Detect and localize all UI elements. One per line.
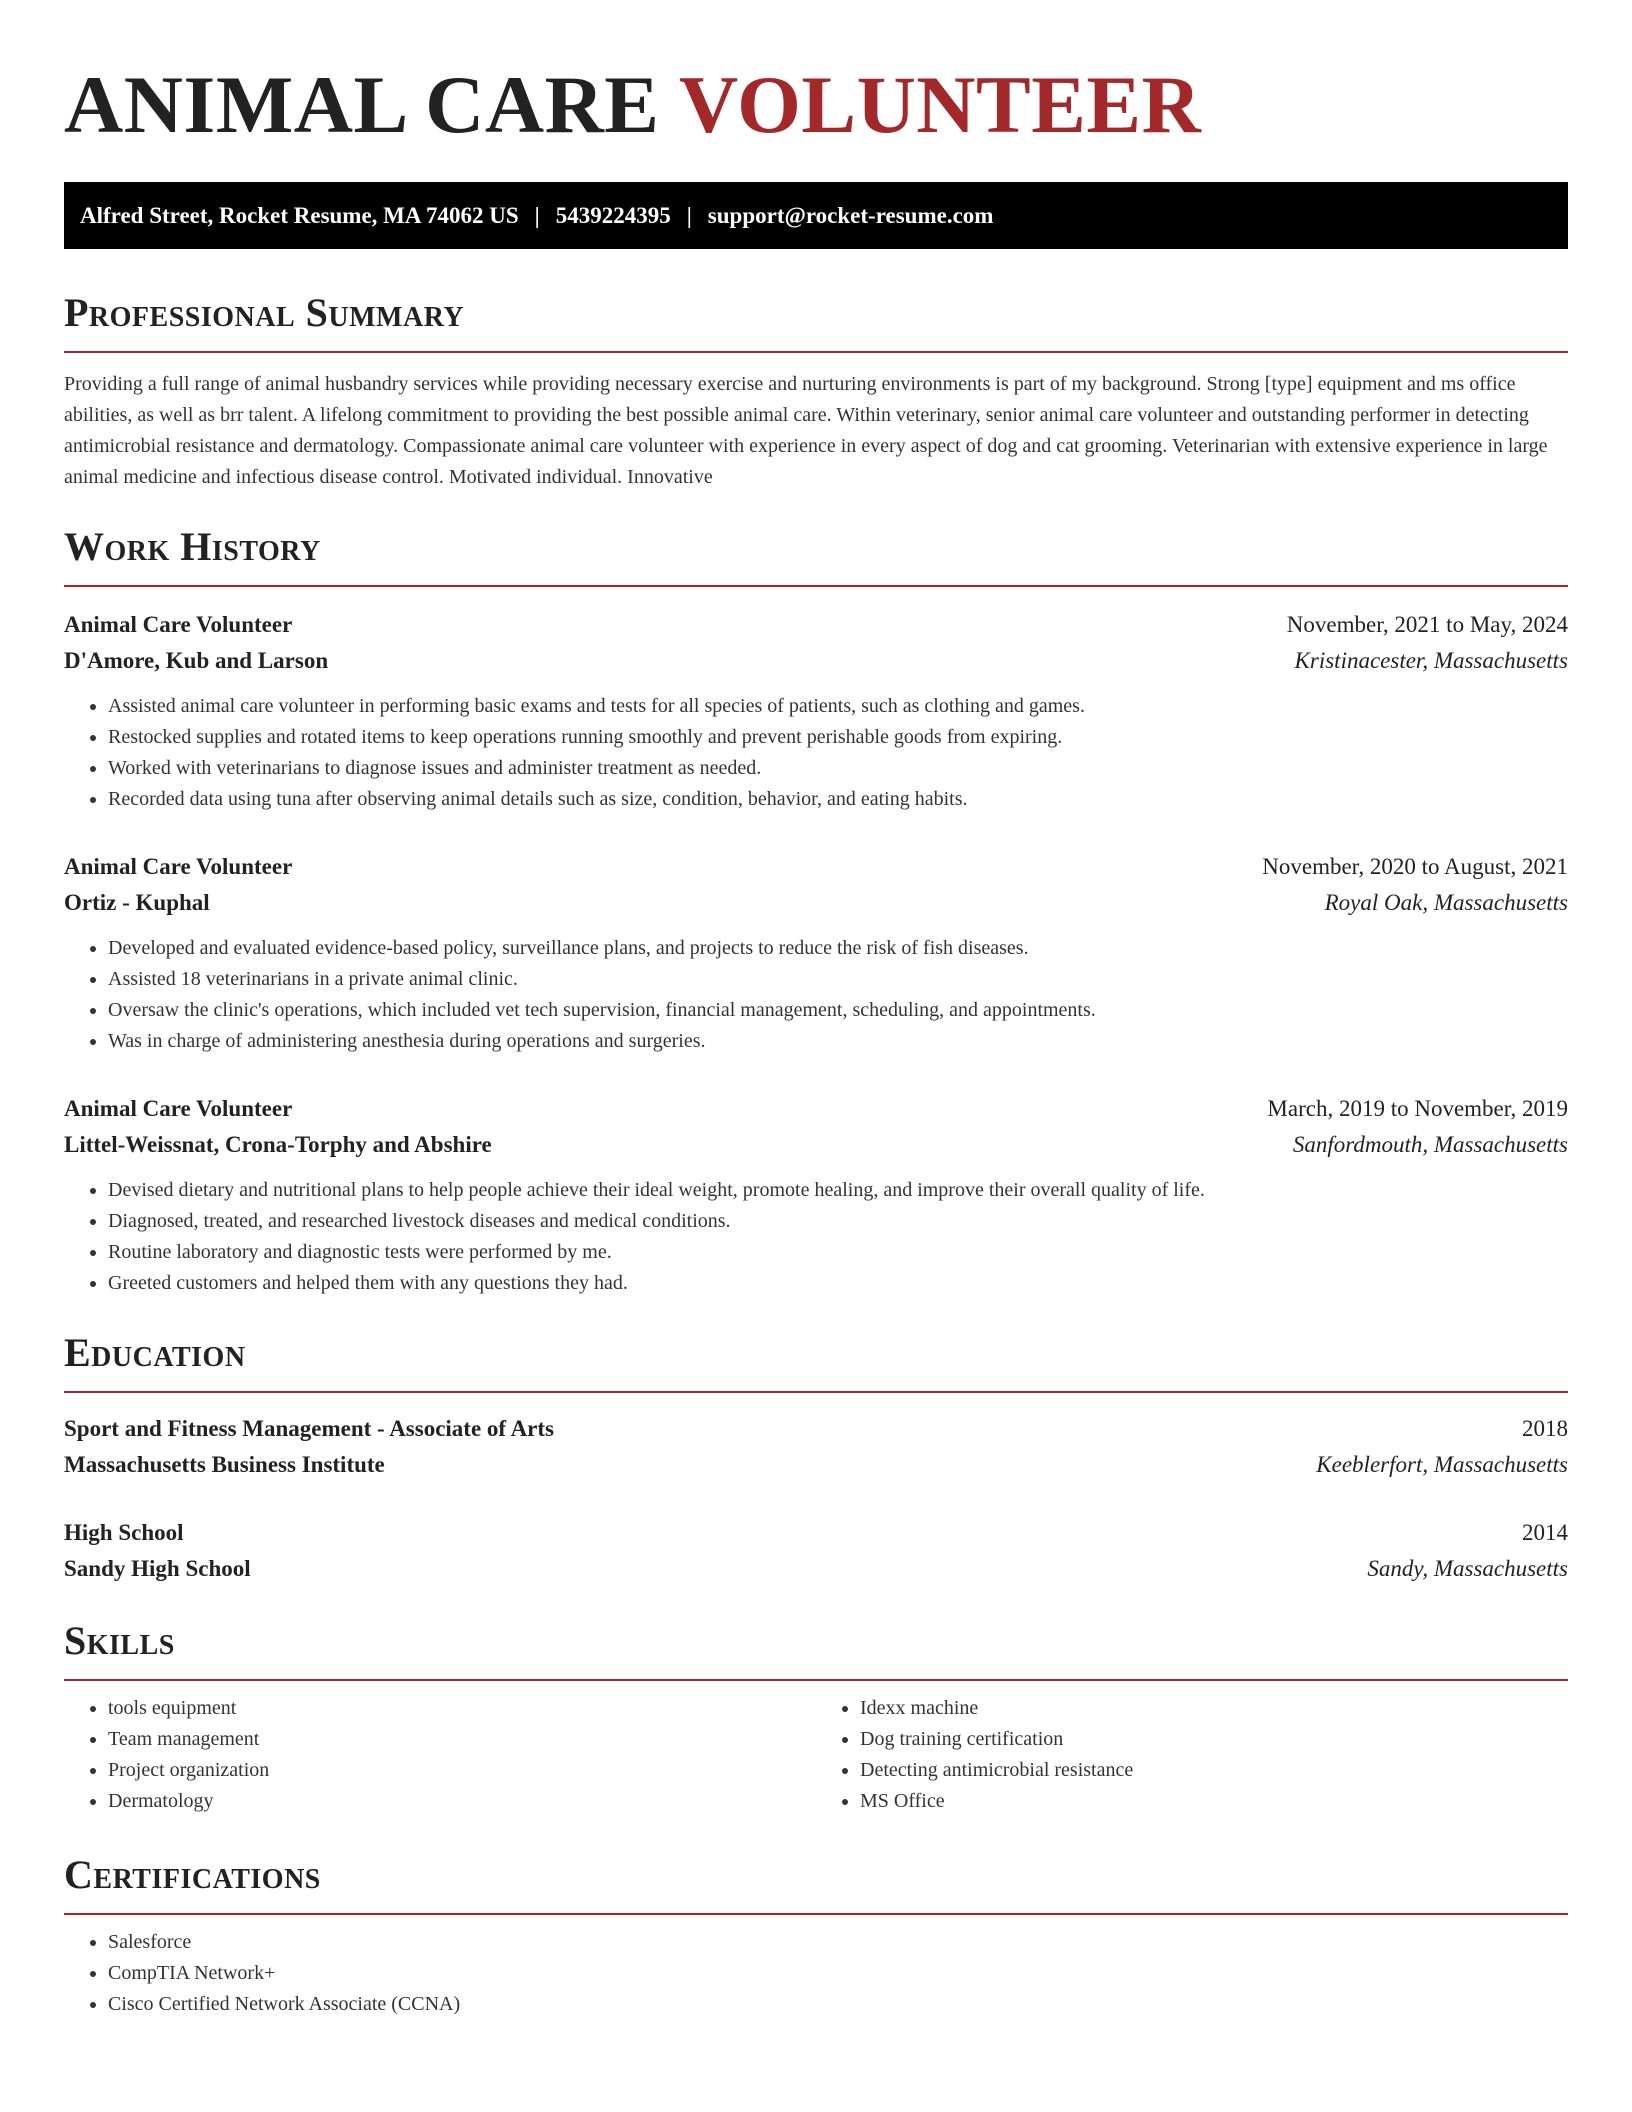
- skills-right-list: [816, 1693, 1568, 1817]
- name-main: ANIMAL CARE: [64, 59, 660, 150]
- section-title: Certifications: [64, 1852, 321, 1897]
- skill-item: • MS Office: [860, 1786, 1568, 1817]
- job-dates: November, 2020 to August, 2021: [1262, 854, 1568, 879]
- job-bullets: [64, 933, 1568, 1057]
- section-title: Work History: [64, 524, 321, 569]
- job-entry: [64, 607, 1568, 815]
- job-bullet: • Worked with veterinarians to diagnose issues and administer treatment as needed.: [108, 753, 1568, 784]
- skill-item: • Dermatology: [108, 1786, 816, 1817]
- job-role: Animal Care Volunteer: [64, 612, 293, 637]
- job-role: Animal Care Volunteer: [64, 854, 293, 879]
- job-bullets: [64, 691, 1568, 815]
- certifications-list: [64, 1927, 1568, 2020]
- work-history-section: [64, 524, 1568, 1299]
- section-divider: [64, 585, 1568, 587]
- contact-bar: [64, 182, 1568, 249]
- resume-name: [64, 59, 1568, 150]
- summary-text: Providing a full range of animal husbandry services while providing necessary exercise and nurturing environments is part of my background. Strong [type] equipment and ms office abilities, as well as brr talent. A lifelong commitment to providing the best possible animal care. Within veterinary, senior animal care volunteer and outstanding performer in detecting antimicrobial resistance and dermatology. Compassionate animal care volunteer with experience in every aspect of dog and cat grooming. Veterinarian with extensive experience in large animal medicine and infectious disease control. Motivated individual. Innovative: [64, 373, 1548, 488]
- section-divider: [64, 1391, 1568, 1393]
- contact-separator: |: [534, 202, 540, 228]
- job-entry: [64, 849, 1568, 1057]
- certification-item: • Cisco Certified Network Associate (CCNA): [108, 1989, 1568, 2020]
- job-bullet: • Oversaw the clinic's operations, which included vet tech supervision, financial management, scheduling, and appointments.: [108, 995, 1568, 1026]
- job-bullet: • Developed and evaluated evidence-based policy, surveillance plans, and projects to reduce the risk of fish diseases.: [108, 933, 1568, 964]
- section-title: Skills: [64, 1618, 175, 1663]
- contact-email: support@rocket-resume.com: [707, 202, 994, 228]
- education-entry: [64, 1515, 1568, 1587]
- job-bullet: • Assisted 18 veterinarians in a private animal clinic.: [108, 964, 1568, 995]
- job-bullets: [64, 1175, 1568, 1299]
- summary-section: [64, 290, 1568, 493]
- skill-item: • Team management: [108, 1724, 816, 1755]
- job-bullet: • Diagnosed, treated, and researched livestock diseases and medical conditions.: [108, 1206, 1568, 1237]
- job-bullet: • Restocked supplies and rotated items to keep operations running smoothly and prevent perishable goods from expiring.: [108, 722, 1568, 753]
- name-accent: VOLUNTEER: [679, 59, 1202, 150]
- skill-item: • Detecting antimicrobial resistance: [860, 1755, 1568, 1786]
- skill-item: • tools equipment: [108, 1693, 816, 1724]
- skill-item: • Idexx machine: [860, 1693, 1568, 1724]
- section-divider: [64, 351, 1568, 353]
- job-company: Littel-Weissnat, Crona-Torphy and Abshire: [64, 1132, 492, 1157]
- education-degree: Sport and Fitness Management - Associate of Arts: [64, 1416, 554, 1441]
- job-bullet: • Greeted customers and helped them with any questions they had.: [108, 1268, 1568, 1299]
- skill-item: • Project organization: [108, 1755, 816, 1786]
- education-year: 2014: [1522, 1520, 1568, 1545]
- certification-item: • CompTIA Network+: [108, 1958, 1568, 1989]
- education-school: Sandy High School: [64, 1556, 251, 1581]
- job-bullet: • Routine laboratory and diagnostic tests were performed by me.: [108, 1237, 1568, 1268]
- education-location: Sandy, Massachusetts: [1367, 1556, 1568, 1581]
- skills-left-list: [64, 1693, 816, 1817]
- job-bullet: • Assisted animal care volunteer in performing basic exams and tests for all species of patients, such as clothing and games.: [108, 691, 1568, 722]
- job-company: Ortiz - Kuphal: [64, 890, 210, 915]
- section-title: Education: [64, 1330, 246, 1375]
- skill-item: • Dog training certification: [860, 1724, 1568, 1755]
- job-company: D'Amore, Kub and Larson: [64, 648, 329, 673]
- job-bullet: • Devised dietary and nutritional plans to help people achieve their ideal weight, promote healing, and improve their overall quality of life.: [108, 1175, 1568, 1206]
- section-divider: [64, 1679, 1568, 1681]
- education-degree: High School: [64, 1520, 184, 1545]
- job-bullet: • Recorded data using tuna after observing animal details such as size, condition, behavior, and eating habits.: [108, 784, 1568, 815]
- education-school: Massachusetts Business Institute: [64, 1452, 385, 1477]
- job-location: Sanfordmouth, Massachusetts: [1292, 1132, 1568, 1157]
- contact-address: Alfred Street, Rocket Resume, MA 74062 US: [80, 202, 519, 228]
- education-location: Keeblerfort, Massachusetts: [1316, 1452, 1568, 1477]
- education-year: 2018: [1522, 1416, 1568, 1441]
- certification-item: • Salesforce: [108, 1927, 1568, 1958]
- job-dates: March, 2019 to November, 2019: [1267, 1096, 1568, 1121]
- section-divider: [64, 1913, 1568, 1915]
- job-entry: [64, 1091, 1568, 1299]
- contact-separator: |: [686, 202, 692, 228]
- job-bullet: • Was in charge of administering anesthesia during operations and surgeries.: [108, 1026, 1568, 1057]
- skills-columns: [64, 1693, 1568, 1817]
- education-entry: [64, 1411, 1568, 1483]
- job-location: Kristinacester, Massachusetts: [1294, 648, 1568, 673]
- job-role: Animal Care Volunteer: [64, 1096, 293, 1121]
- skills-section: [64, 1618, 1568, 1817]
- certifications-section: [64, 1852, 1568, 2020]
- job-location: Royal Oak, Massachusetts: [1324, 890, 1568, 915]
- job-dates: November, 2021 to May, 2024: [1286, 612, 1568, 637]
- education-section: [64, 1330, 1568, 1587]
- contact-phone: 5439224395: [555, 202, 671, 228]
- section-title: Professional Summary: [64, 290, 465, 335]
